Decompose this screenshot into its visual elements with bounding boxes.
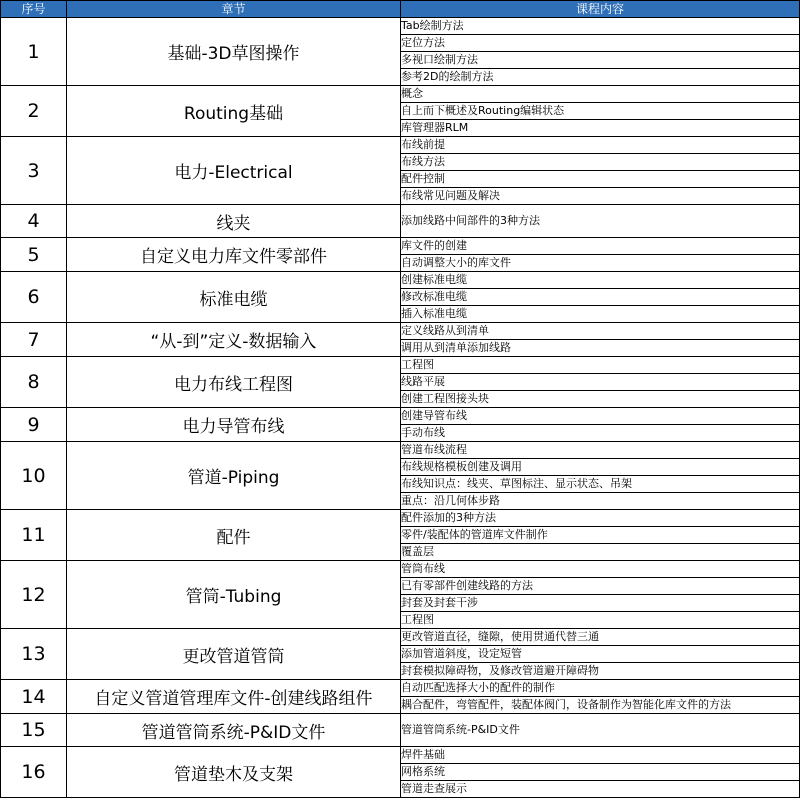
table-row: [1, 680, 800, 697]
content-item: 插入标准电缆: [401, 306, 800, 323]
content-item: 定位方法: [401, 35, 800, 52]
row-number: 16: [1, 747, 67, 798]
content-item: 封套模拟障碍物，及修改管道避开障碍物: [401, 663, 800, 680]
content-item: 添加管道斜度，设定短管: [401, 646, 800, 663]
content-item: 库管理器RLM: [401, 120, 800, 137]
chapter-title: “从-到”定义-数据输入: [67, 323, 401, 357]
content-item: 修改标准电缆: [401, 289, 800, 306]
content-item: 布线前提: [401, 137, 800, 154]
content-item: 管道走查展示: [401, 781, 800, 798]
content-item: 调用从到清单添加线路: [401, 340, 800, 357]
table-row: [1, 272, 800, 289]
row-number: 15: [1, 714, 67, 747]
header-content: 课程内容: [401, 1, 800, 18]
content-item: 焊件基础: [401, 747, 800, 764]
table-row: [1, 238, 800, 255]
chapter-title: 管道垫木及支架: [67, 747, 401, 798]
content-item: 布线常见问题及解决: [401, 188, 800, 205]
row-number: 10: [1, 442, 67, 510]
table-row: [1, 510, 800, 527]
header-chapter: 章节: [67, 1, 401, 18]
row-number: 5: [1, 238, 67, 272]
chapter-title: 基础-3D草图操作: [67, 18, 401, 86]
chapter-title: 配件: [67, 510, 401, 561]
chapter-title: 管道-Piping: [67, 442, 401, 510]
table-row: [1, 18, 800, 35]
chapter-title: Routing基础: [67, 86, 401, 137]
content-item: 耦合配件，弯管配件，装配体阀门，设备制作为智能化库文件的方法: [401, 697, 800, 714]
content-item: 创建标准电缆: [401, 272, 800, 289]
table-row: [1, 205, 800, 238]
content-item: 定义线路从到清单: [401, 323, 800, 340]
content-item: 管道管筒系统-P&ID文件: [401, 714, 800, 747]
table-row: [1, 629, 800, 646]
content-item: 手动布线: [401, 425, 800, 442]
table-row: [1, 137, 800, 154]
content-item: 覆盖层: [401, 544, 800, 561]
content-item: 工程图: [401, 612, 800, 629]
content-item: 零件/装配体的管道库文件制作: [401, 527, 800, 544]
chapter-title: 线夹: [67, 205, 401, 238]
content-item: 管筒布线: [401, 561, 800, 578]
row-number: 8: [1, 357, 67, 408]
table-row: [1, 747, 800, 764]
chapter-title: 电力-Electrical: [67, 137, 401, 205]
content-item: 布线方法: [401, 154, 800, 171]
row-number: 4: [1, 205, 67, 238]
content-item: 更改管道直径，缝隙，使用贯通代替三通: [401, 629, 800, 646]
content-item: 网格系统: [401, 764, 800, 781]
row-number: 3: [1, 137, 67, 205]
table-row: [1, 442, 800, 459]
content-item: 布线知识点：线夹、草图标注、显示状态、吊架: [401, 476, 800, 493]
table-row: [1, 323, 800, 340]
content-item: Tab绘制方法: [401, 18, 800, 35]
content-item: 布线规格模板创建及调用: [401, 459, 800, 476]
chapter-title: 标准电缆: [67, 272, 401, 323]
content-item: 重点：沿几何体步路: [401, 493, 800, 510]
table-row: [1, 86, 800, 103]
content-item: 创建导管布线: [401, 408, 800, 425]
content-item: 自上而下概述及Routing编辑状态: [401, 103, 800, 120]
table-row: [1, 714, 800, 747]
content-item: 自动匹配选择大小的配件的制作: [401, 680, 800, 697]
table-row: [1, 408, 800, 425]
row-number: 1: [1, 18, 67, 86]
chapter-title: 管道管筒系统-P&ID文件: [67, 714, 401, 747]
chapter-title: 电力导管布线: [67, 408, 401, 442]
content-item: 自动调整大小的库文件: [401, 255, 800, 272]
table-row: [1, 561, 800, 578]
content-item: 线路平展: [401, 374, 800, 391]
content-item: 库文件的创建: [401, 238, 800, 255]
content-item: 封套及封套干涉: [401, 595, 800, 612]
content-item: 管道布线流程: [401, 442, 800, 459]
table-body: [1, 18, 800, 798]
row-number: 7: [1, 323, 67, 357]
chapter-title: 更改管道管筒: [67, 629, 401, 680]
content-item: 工程图: [401, 357, 800, 374]
content-item: 已有零部件创建线路的方法: [401, 578, 800, 595]
content-item: 概念: [401, 86, 800, 103]
header-row: [1, 1, 800, 18]
content-item: 配件控制: [401, 171, 800, 188]
chapter-title: 自定义管道管理库文件-创建线路组件: [67, 680, 401, 714]
row-number: 9: [1, 408, 67, 442]
content-item: 配件添加的3种方法: [401, 510, 800, 527]
row-number: 6: [1, 272, 67, 323]
table-row: [1, 357, 800, 374]
content-item: 多视口绘制方法: [401, 52, 800, 69]
row-number: 2: [1, 86, 67, 137]
header-num: 序号: [1, 1, 67, 18]
content-item: 添加线路中间部件的3种方法: [401, 205, 800, 238]
row-number: 12: [1, 561, 67, 629]
chapter-title: 自定义电力库文件零部件: [67, 238, 401, 272]
content-item: 参考2D的绘制方法: [401, 69, 800, 86]
row-number: 13: [1, 629, 67, 680]
chapter-title: 电力布线工程图: [67, 357, 401, 408]
row-number: 14: [1, 680, 67, 714]
chapter-title: 管筒-Tubing: [67, 561, 401, 629]
row-number: 11: [1, 510, 67, 561]
content-item: 创建工程图接头块: [401, 391, 800, 408]
